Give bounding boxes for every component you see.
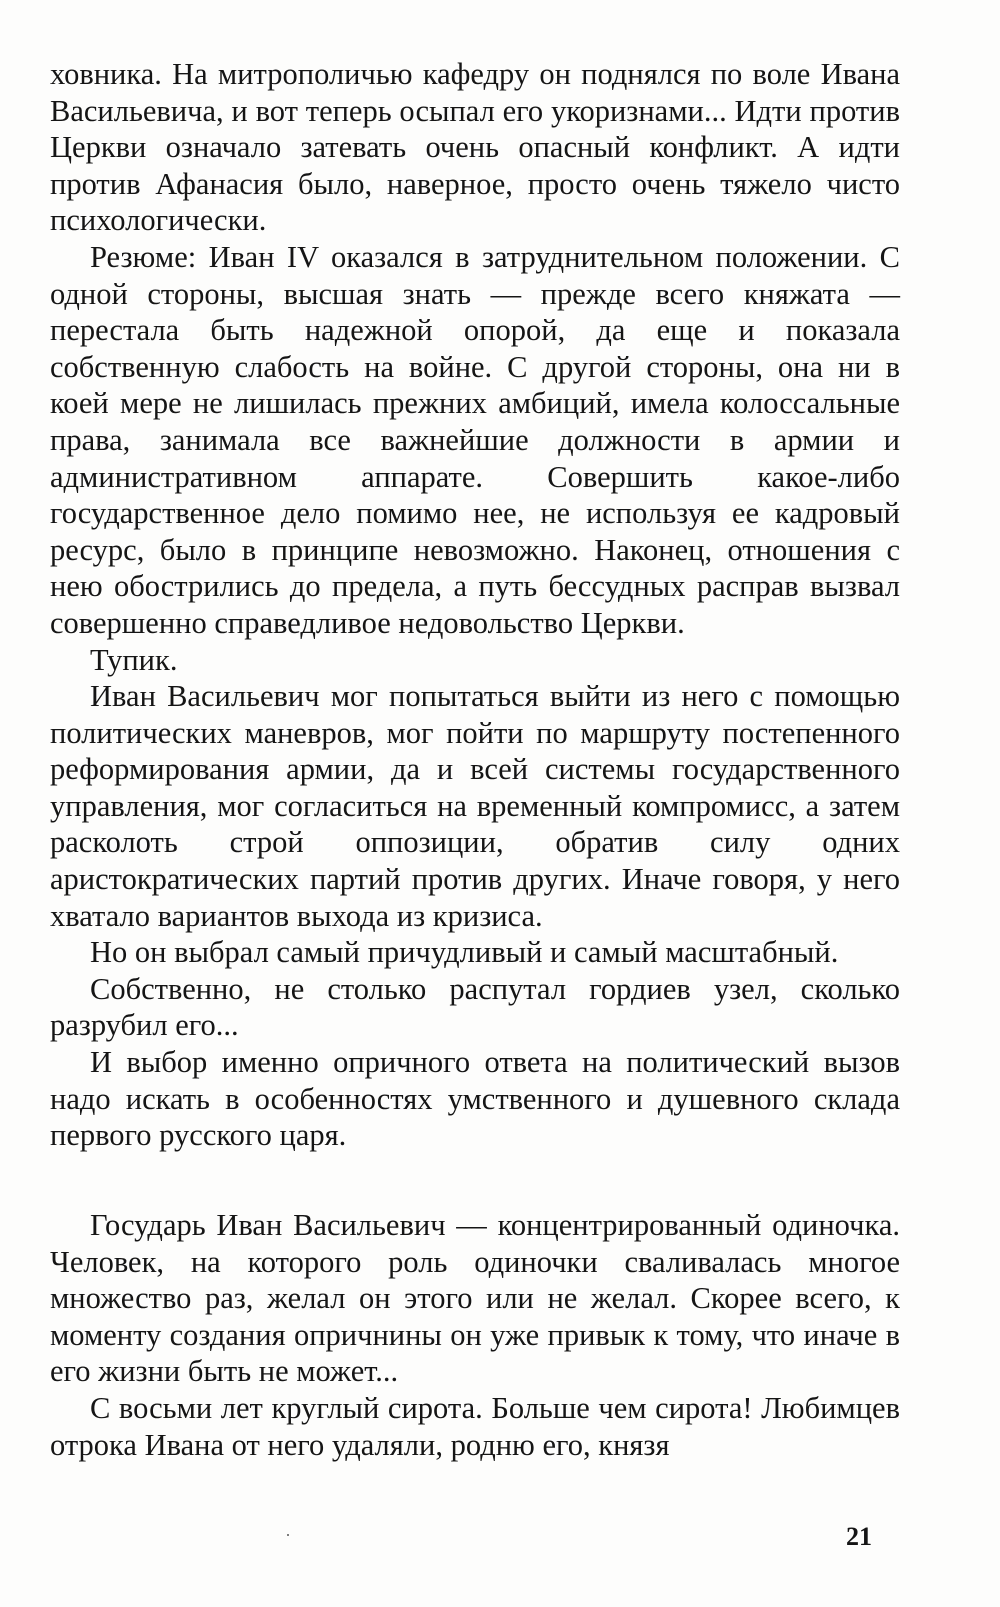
paragraph: Иван Васильевич мог попытаться выйти из него с помощью политических маневров, мог пойти по маршруту постепенного реформирования армии, да и всей системы государственного управления, мог согласиться на временный компромисс, а затем расколоть строй оппозиции, обратив силу одних аристократических партий против других. Иначе говоря, у него хватало вариантов выхода из кризиса. (50, 679, 900, 933)
page-number: 21 (846, 1522, 872, 1551)
paragraph: Собственно, не столько распутал гордиев узел, сколько разрубил его... (50, 971, 900, 1043)
paragraph: Государь Иван Васильевич — концентрированный одиночка. Человек, на которого роль одиночки сваливалась многое множество раз, желал он этого или не желал. Скорее всего, к моменту создания опричнины он уже привык к тому, что иначе в его жизни быть не может... (50, 1208, 900, 1389)
text-section-bottom (50, 1207, 900, 1463)
paragraph: Но он выбрал самый причудливый и самый масштабный. (90, 935, 839, 970)
paragraph: Тупик. (90, 642, 178, 677)
paragraph: С восьми лет круглый сирота. Больше чем сирота! Любимцев отрока Ивана от него удаляли, родню его, князя (50, 1390, 900, 1462)
paragraph: И выбор именно опричного ответа на политический вызов надо искать в особенностях умственного и душевного склада первого русского царя. (50, 1045, 900, 1153)
paragraph: ховника. На митрополичью кафедру он поднялся по воле Ивана Васильевича, и вот теперь осыпал его укоризнами... Идти против Церкви означало затевать очень опасный конфликт. А идти против Афанасия было, наверное, просто очень тяжело чисто психологически. (50, 57, 900, 238)
paragraph: Резюме: Иван IV оказался в затруднительном положении. С одной стороны, высшая знать — прежде всего княжата — перестала быть надежной опорой, да еще и показала собственную слабость на войне. С другой стороны, она ни в коей мере не лишилась прежних амбиций, имела колоссальные права, занимала все важнейшие должности в армии и административном аппарате. Совершить какое-либо государственное дело помимо нее, не используя ее кадровый ресурс, было в принципе невозможно. Наконец, отношения с нею обострились до предела, а путь бессудных расправ вызвал совершенно справедливое недовольство Церкви. (50, 239, 900, 640)
print-speck (287, 1534, 289, 1536)
text-section-top (50, 56, 900, 1154)
